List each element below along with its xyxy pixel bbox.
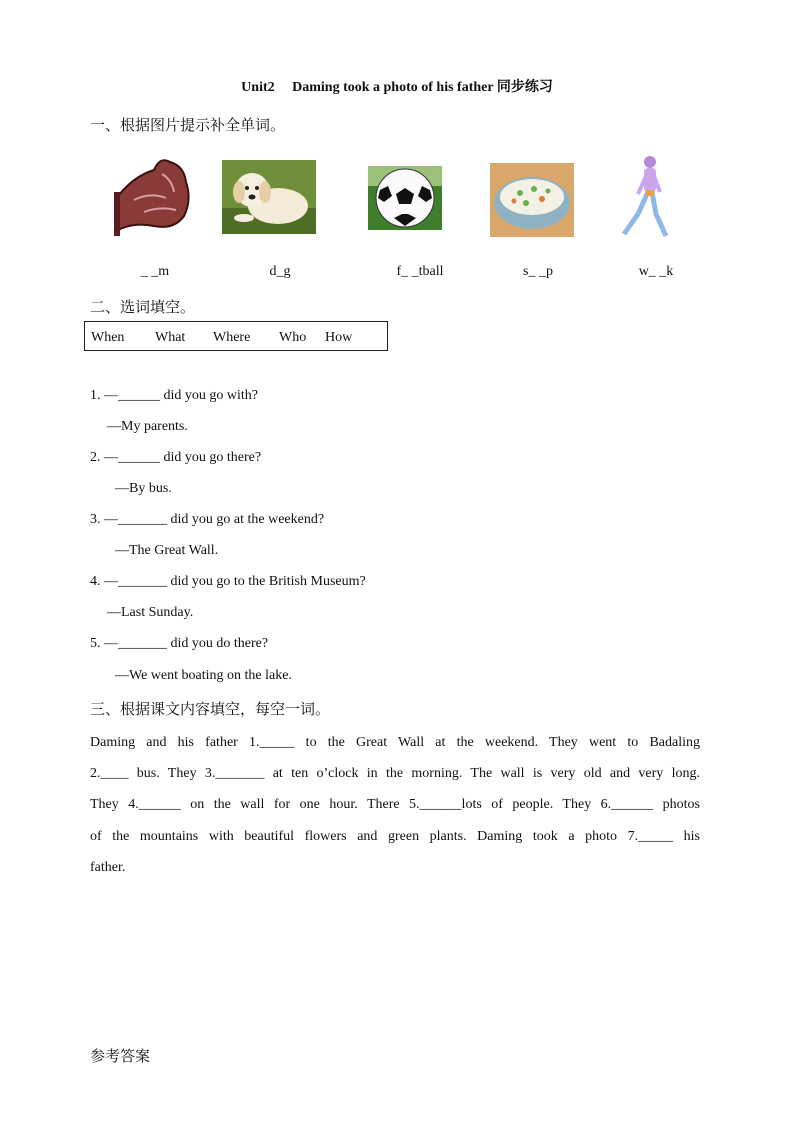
word-bank-item: When (91, 330, 125, 345)
soccer-ball-image (368, 166, 442, 230)
word-bank-item: Who (279, 330, 307, 345)
page-title: Unit2 Daming took a photo of his father 同步练习 (241, 80, 553, 95)
section3-heading: 三、根据课文内容填空，每空一词。 (90, 700, 331, 718)
section2-heading: 二、选词填空。 (90, 298, 196, 316)
question-4: 4. —_______ did you go to the British Museum? (90, 574, 366, 589)
question-3: 3. —_______ did you go at the weekend? (90, 512, 325, 527)
word-blank-4: s_ _p (523, 264, 553, 279)
question-1: 1. —______ did you go with? (90, 388, 258, 403)
arm-muscle-icon (114, 156, 194, 240)
puppy-image (222, 160, 316, 234)
answer-key-heading: 参考答案 (90, 1047, 151, 1065)
paragraph-line-4: of the mountains with beautiful flowers and green plants. Daming took a photo 7._____ his (90, 829, 700, 844)
word-blank-2: d_g (269, 264, 291, 279)
paragraph-line-2: 2.____ bus. They 3._______ at ten o’clock in the morning. The wall is very old and very long. (90, 766, 700, 781)
paragraph-line-3: They 4.______ on the wall for one hour. There 5.______lots of people. They 6.______ photos (90, 797, 700, 812)
word-bank-item: What (155, 330, 186, 345)
word-bank-item: How (325, 330, 353, 345)
word-blank-3: f_ _tball (396, 264, 444, 279)
question-5: 5. —_______ did you do there? (90, 636, 269, 651)
word-bank-item: Where (213, 330, 251, 345)
paragraph-line-5: father. (90, 860, 126, 875)
answer-4: —Last Sunday. (107, 605, 194, 620)
answer-3: —The Great Wall. (115, 543, 219, 558)
answer-5: —We went boating on the lake. (115, 668, 292, 683)
paragraph-line-1: Daming and his father 1._____ to the Great Wall at the weekend. They went to Badaling (90, 735, 700, 750)
word-blank-5: w_ _k (638, 264, 674, 279)
answer-1: —My parents. (107, 419, 188, 434)
word-blank-1: _ _m (140, 264, 170, 279)
word-bank-box (84, 321, 388, 351)
answer-2: —By bus. (115, 481, 172, 496)
question-2: 2. —______ did you go there? (90, 450, 262, 465)
walking-figure-icon (616, 154, 680, 240)
soup-bowl-image (490, 163, 574, 237)
section1-heading: 一、根据图片提示补全单词。 (90, 116, 286, 134)
